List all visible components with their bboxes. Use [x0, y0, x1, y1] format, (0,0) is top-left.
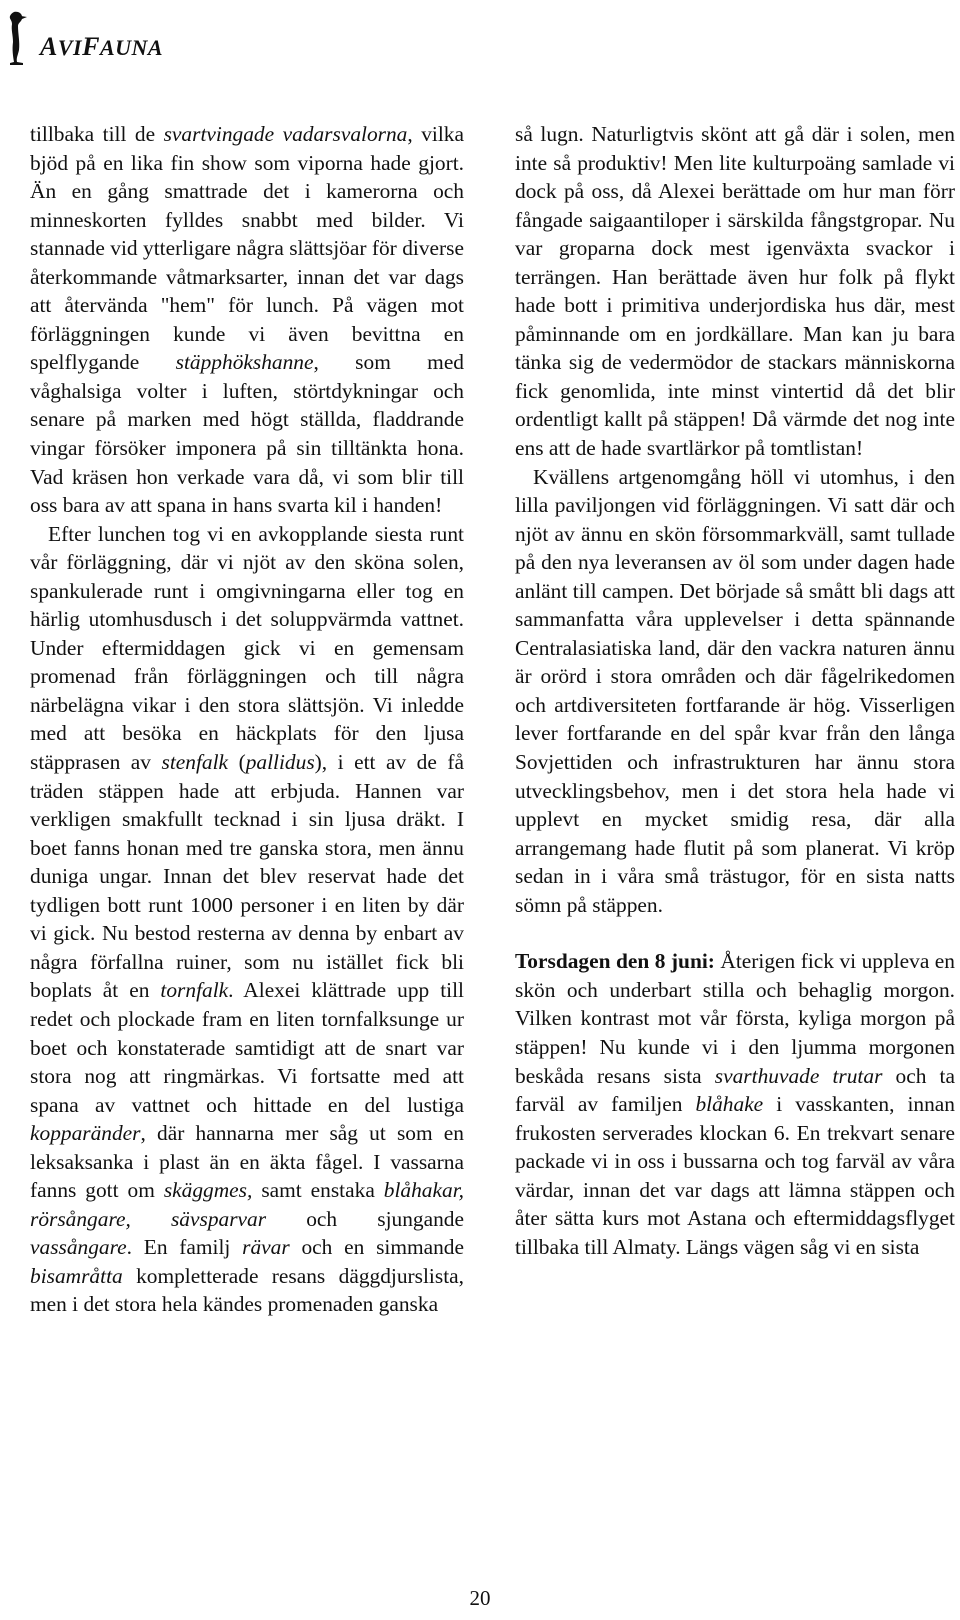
paragraph: Kvällens artgenomgång höll vi utomhus, i den lilla paviljongen vid förläggningen. Vi satt där och njöt av ännu en skön försommarkväll, samt tullade på den nya leveransen av öl som under dagen hade anlänt till campen. Det började så smått bli dags att sammanfatta våra upplevelser i detta spännande Centralasiatiska land, där den vackra naturen ännu är orörd i stora områden och där fågelrikedomen och artdiversiteten fortfarande är hög. Visserligen lever fortfarande en del spår kvar från den långa Sovjettiden och infrastrukturen har ännu stora utvecklingsbehov, men i det stora hela hade vi upplevt en mycket smidig resa, där alla arrangemang hade flutit på som planerat. Vi kröp sedan in i våra små trästugor, för en sista natts sömn på stäppen.: [515, 464, 955, 917]
paragraph: så lugn. Naturligtvis skönt att gå där i solen, men inte så produktiv! Men lite kulturpoäng samlade vi dock på oss, då Alexei berättade om hur man förr fångade saigaantiloper i särskilda fångstgropar. Nu var groparna dock mest igenväxta svackor i terrängen. Han berättade även hur folk på flykt hade bott i primitiva underjordiska hus där, mest påminnande om en jordkällare. Man kan ju bara tänka sig de vedermödor de stackars människorna fick genomlida, inte minst vintertid då det blir ordentligt kallt på stäppen! Då värmde det nog inte ens att de hade svartlärkor på tomtlistan!: [515, 122, 955, 461]
paragraph: Torsdagen den 8 juni: Återigen fick vi uppleva en skön och underbart stilla och behaglig morgon. Vilken kontrast mot vår första, kyliga morgon på stäppen! Nu kunde vi i den ljumma morgonen beskåda resans sista svarthuvade trutar och ta farväl av familjen blåhake i vasskanten, innan frukosten serverades klockan 6. En trekvart senare packade vi in oss i bussarna och tog farväl av våra värdar, innan det var dags att lämna stäppen och åter sätta kurs mot Astana och eftermiddagsflyget tillbaka till Almaty. Längs vägen såg vi en sista: [515, 949, 955, 1259]
bird-logo-icon: [6, 10, 28, 66]
paragraph: tillbaka till de svartvingade vadarsvalorna, vilka bjöd på en lika fin show som viporna hade gjort. Än en gång smattrade det i kamerorna och minneskorten fylldes snabbt med bilder. Vi stannade vid ytterligare några slättsjöar för diverse återkommande våtmarksarter, innan det var dags att återvända "hem" för lunch. På vägen mot förläggningen kunde vi även bevittna en spelflygande stäpphökshanne, som med våghalsiga volter i luften, störtdykningar och senare på marken med högt ställda, fladdrande vingar försöker imponera på sin tilltänkta hona. Vad kräsen hon verkade vara då, vi som blir till oss bara av att spana in hans svarta kil i handen!: [30, 122, 465, 518]
publication-title: AVIFAUNA: [40, 32, 164, 61]
right-text-column: [515, 120, 955, 1261]
page-header: [6, 6, 163, 66]
page-number: 20: [469, 1586, 491, 1610]
day-heading: Torsdagen den 8 juni:: [515, 949, 715, 974]
left-text-column: [30, 120, 464, 1319]
paragraph: Efter lunchen tog vi en avkopplande siesta runt vår förläggning, där vi njöt av den sköna solen, spankulerade runt i omgivningarna eller tog en härlig utomhusdusch i det soluppvärmda vattnet. Under eftermiddagen gick vi en gemensam promenad från förläggningen och till några närbelägna vikar i den stora slättsjön. Vi inledde med att besöka en häckplats för den ljusa stäpprasen av stenfalk (pallidus), i ett av de få träden stäppen hade att erbjuda. Hannen var verkligen smakfullt tecknad i sin ljusa dräkt. I boet fanns honan med tre ganska stora, men ännu duniga ungar. Innan det blev reservat hade det tydligen bott runt 1000 personer i en liten by där vi gick. Nu bestod resterna av denna by enbart av några förfallna ruiner, som nu istället fick bli boplats åt en tornfalk. Alexei klättrade upp till redet och plockade fram en liten tornfalksunge ur boet och konstaterade samtidigt att de snart var stora nog att ringmärkas. Vi fortsatte med att spana av vattnet och hittade en del lustiga kopparänder, där hannarna mer såg ut som en leksaksanka i plast än en äkta fågel. I vassarna fanns gott om skäggmes, samt enstaka blåhakar, rörsångare, sävsparvar och sjungande vassångare. En familj rävar och en simmande bisamråtta kompletterade resans däggdjurslista, men i det stora hela kändes promenaden ganska: [30, 521, 464, 1317]
